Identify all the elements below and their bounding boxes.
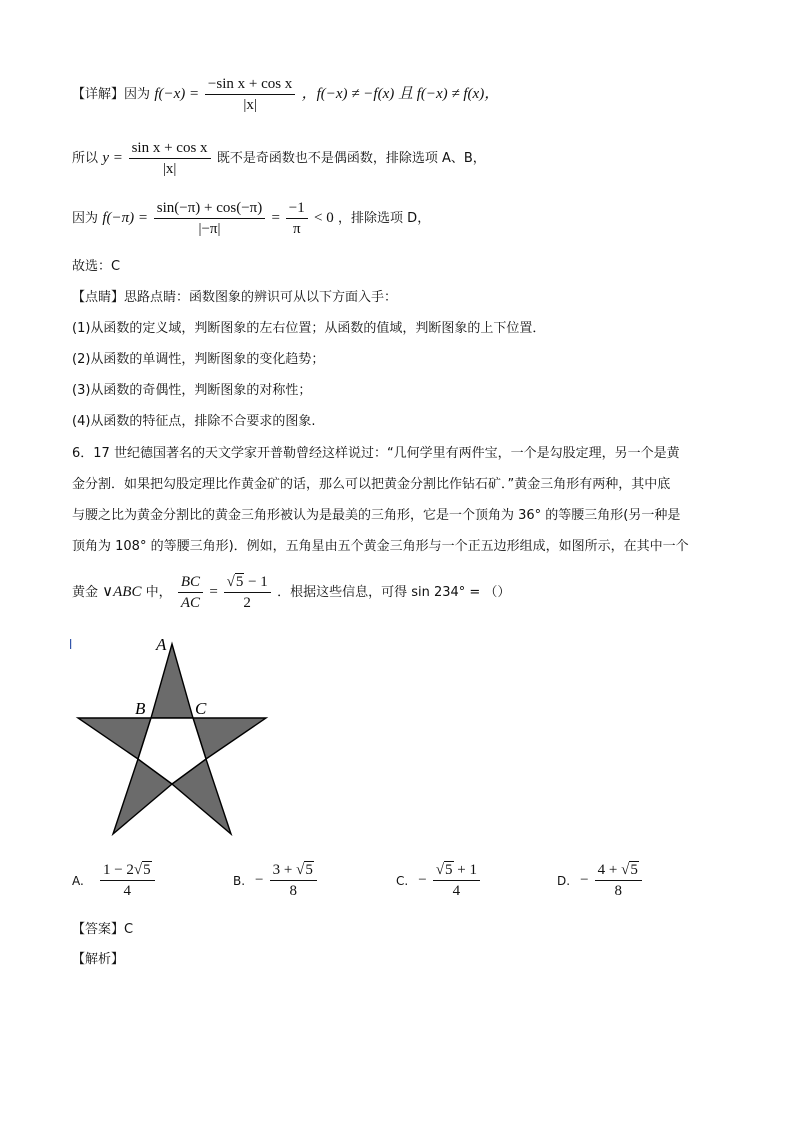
option-fraction: $\frac{4 + √5}{8}$ [595,860,642,901]
option-sign: − [418,872,427,888]
denominator: |x| [162,161,177,177]
denominator: AC [180,595,201,611]
fraction-3 [154,198,266,239]
figure-corner-mark [70,639,71,649]
numerator: −sin x + cos x [205,74,295,95]
f-pi: f(−π) = [102,210,152,226]
analysis-tag: 【解析】 [72,952,125,967]
option-sign: − [580,872,589,888]
choose-line: 故选：C [72,259,121,274]
sqrt-radicand: 5 [235,574,244,590]
option-fraction: $\frac{1 - 2√5}{4}$ [100,860,155,901]
fraction-4 [286,198,308,239]
denominator: 4 [452,883,461,899]
option-sign: − [255,872,264,888]
so-text: 所以 [72,151,99,166]
question-line-5 [72,572,510,613]
sqrt-radicand: 5 [630,862,638,878]
conclusion-line [72,138,486,179]
sqrt-radicand: 5 [305,862,313,878]
question-line-3: 与腰之比为黄金分割比的黄金三角形被认为是最美的三角形，它是一个顶角为 36° 的等腰三角形(另一种是 [72,508,681,523]
sqrt-radicand: 5 [445,862,453,878]
equals: = [209,584,222,600]
point-1: (1)从函数的定义域，判断图象的左右位置；从函数的值域，判断图象的上下位置． [72,321,546,336]
denominator: 2 [243,595,251,611]
point-4: (4)从函数的特征点，排除不合要求的图象. [72,414,316,429]
option-a[interactable] [72,860,157,901]
pentagram-figure [70,630,280,840]
because-text: 因为 [124,87,151,102]
less-than: < 0 [314,210,334,226]
option-fraction: $\frac{3 + √5}{8}$ [270,860,317,901]
point-3: (3)从函数的奇偶性，判断图象的对称性； [72,383,312,398]
denominator: 8 [289,883,297,899]
option-label: D. [557,873,571,888]
question-line-1: 6．17 世纪德国著名的天文学家开普勒曾经这样说过：“几何学里有两件宝，一个是勾股定理，另一个是黄 [72,446,680,461]
num-pre: 4 + [597,862,622,878]
denominator: |−π| [198,221,221,237]
because-text: 因为 [72,211,99,226]
option-c[interactable] [396,860,482,901]
denominator: 8 [614,883,623,899]
check-tail: ，排除选项 D， [338,211,431,226]
numerator: −1 [286,198,308,219]
option-label: A. [72,873,84,888]
ratio-fraction [178,572,203,613]
denominator: π [292,221,301,237]
sqrt-radicand: 5 [143,862,151,878]
num-post: + 1 [453,862,478,878]
golden-ratio-fraction [224,572,271,613]
num-pre: 1 − 2 [102,862,134,878]
triangle-name: ∨ABC [102,584,142,600]
condition-text: ，f(−x) ≠ −f(x) 且 f(−x) ≠ f(x)， [301,86,500,102]
numerator: sin x + cos x [129,138,211,159]
numerator: BC [178,572,203,593]
option-d[interactable] [557,860,644,901]
numerator: sin(−π) + cos(−π) [154,198,266,219]
point-2: (2)从函数的单调性，判断图象的变化趋势； [72,352,325,367]
option-b[interactable] [233,860,319,901]
equals: = [271,210,284,226]
detail-line [72,74,499,115]
check-line [72,198,430,239]
option-label: C. [396,873,409,888]
denominator: 4 [123,883,132,899]
numerator-rest: − 1 [244,574,268,590]
question-line-2: 金分割．如果把勾股定理比作黄金矿的话，那么可以把黄金分割比作钻石矿．”黄金三角形有两种，其中底 [72,477,671,492]
label-b: B [135,699,146,718]
mid-text: 中， [141,585,172,600]
fraction-1 [205,74,295,115]
num-pre: 3 + [272,862,297,878]
denominator: |x| [243,97,257,113]
question-line-4: 顶角为 108° 的等腰三角形)．例如，五角星由五个黄金三角形与一个正五边形组成，如图所示，在其中一个 [72,539,689,554]
question-tail: ．根据这些信息，可得 sin 234° = （） [277,585,511,600]
golden-prefix: 黄金 [72,585,103,600]
fx-neg: f(−x) = [154,86,203,102]
conclusion-tail: 既不是奇函数也不是偶函数，排除选项 A、B， [216,151,486,166]
option-fraction: $\frac{√5 + 1}{4}$ [433,860,480,901]
fraction-2 [129,138,211,179]
detail-tag: 【详解】 [72,87,125,102]
label-a: A [156,635,167,654]
comment-line: 【点睛】思路点睛：函数图象的辨识可从以下方面入手： [72,290,398,305]
answer-tag: 【答案】 [72,922,125,937]
y-eq: y = [102,150,127,166]
answer-line [72,920,133,939]
numerator: √5 − 1 [224,572,271,593]
option-label: B. [233,873,246,888]
star-top-triangle [151,644,193,718]
label-c: C [195,699,207,718]
answer-value: C [124,922,134,937]
